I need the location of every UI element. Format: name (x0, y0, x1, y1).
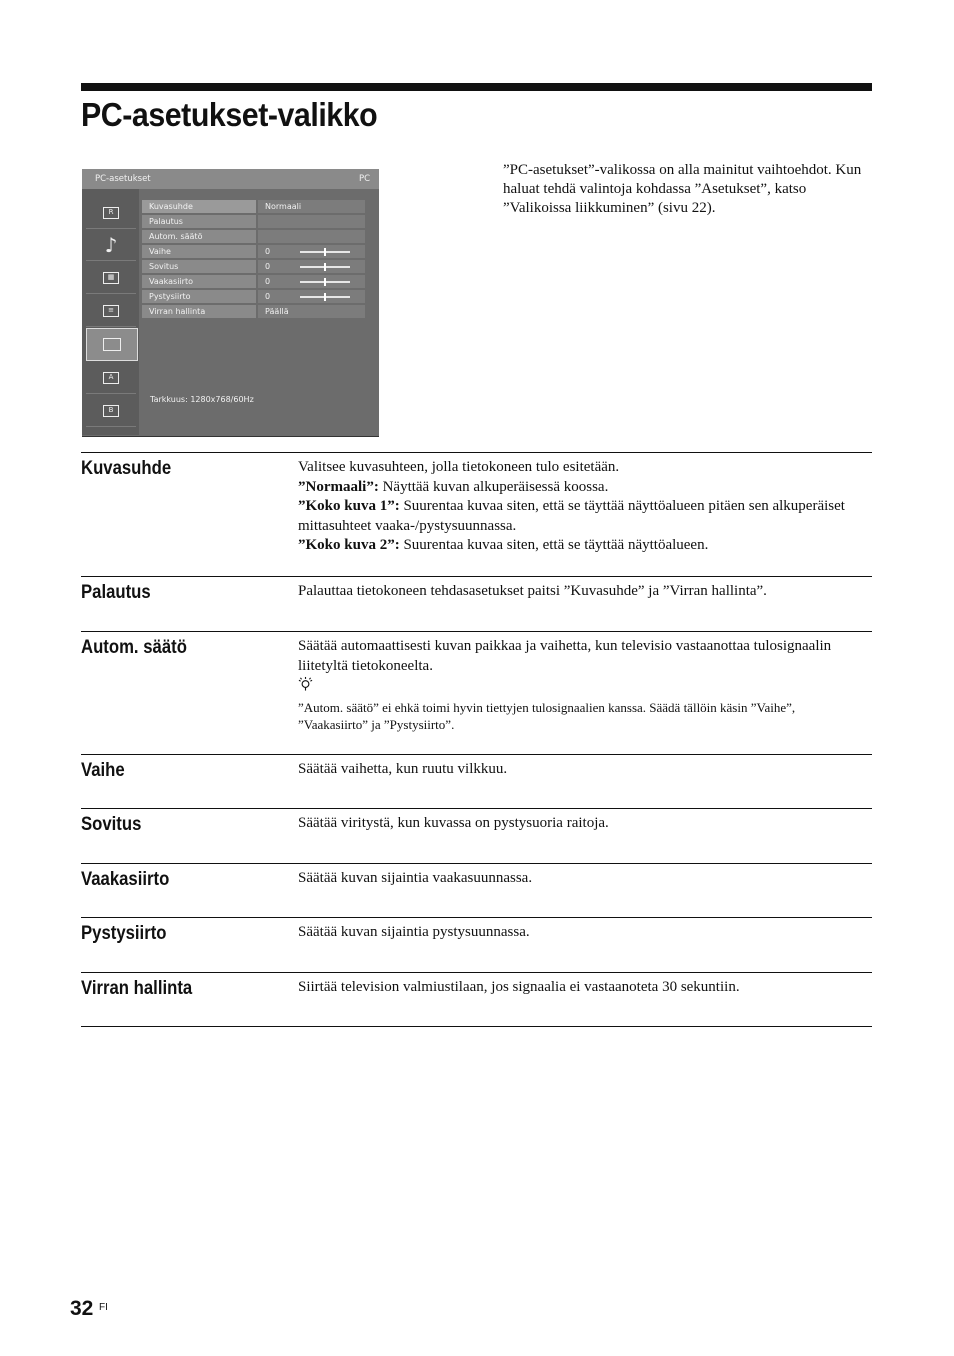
definition-row (81, 917, 872, 973)
top-rule (81, 83, 872, 91)
definition-desc: Säätää kuvan sijaintia pystysuunnassa. (298, 924, 530, 940)
definition-term: Sovitus (81, 814, 142, 835)
definition-term: Vaakasiirto (81, 869, 170, 890)
osd-row (142, 305, 366, 320)
grid-settings-icon: ▦ (86, 262, 136, 294)
osd-row (142, 245, 366, 260)
tip-note: ”Autom. säätö” ei ehkä toimi hyvin tiettyjen tulosignaalien kanssa. Säädä tällöin käsin ”Vaihe”, ”Vaakasiirto” ja ”Pystysiirto”. (298, 699, 796, 732)
definition-row (81, 808, 872, 864)
definition-row (81, 754, 872, 809)
osd-row-label: Autom. säätö (142, 230, 256, 243)
option-label: ”Koko kuva 1”: (298, 498, 400, 514)
osd-slider-knob (324, 293, 326, 301)
osd-slider-knob (324, 278, 326, 286)
osd-row-value: 0 (258, 260, 365, 273)
pc-monitor-icon (86, 328, 138, 361)
osd-row-label: Palautus (142, 215, 256, 228)
page-language: FI (99, 1302, 108, 1313)
option-text: Suurentaa kuvaa siten, että se täyttää näyttöalueen. (399, 537, 709, 553)
option-text: Näyttää kuvan alkuperäisessä koossa. (378, 478, 609, 495)
definition-desc: Säätää vaihetta, kun ruutu vilkkuu. (298, 761, 508, 777)
tv-b-icon: B (86, 395, 136, 427)
desc-line: Säätää automaattisesti kuvan paikkaa ja vaihetta, kun televisio vastaanottaa tulosignaalin liitetyltä tietokoneelta. (298, 638, 832, 674)
osd-row-label: Kuvasuhde (142, 200, 256, 213)
osd-row-value: 0 (258, 290, 365, 303)
osd-header (82, 169, 379, 189)
desc-line (298, 478, 868, 498)
osd-slider (300, 251, 350, 253)
option-label: ”Normaali”: (298, 478, 379, 495)
definition-row (81, 972, 872, 1027)
definition-row (81, 576, 872, 632)
list-settings-icon: ≡ (86, 295, 136, 327)
desc-line (298, 536, 868, 556)
picture-icon: R (86, 197, 136, 229)
osd-row-value: 0 (258, 275, 365, 288)
definition-desc (298, 458, 868, 556)
tv-a-icon: A (86, 362, 136, 394)
definition-term: Pystysiirto (81, 923, 167, 944)
definition-desc: Palauttaa tietokoneen tehdasasetukset paitsi ”Kuvasuhde” ja ”Virran hallinta”. (298, 583, 767, 599)
definition-desc: Säätää viritystä, kun kuvassa on pystysuoria raitoja. (298, 815, 609, 831)
osd-sidebar (82, 189, 139, 435)
desc-line (298, 497, 868, 536)
definition-term: Kuvasuhde (81, 458, 172, 479)
osd-row (142, 260, 366, 275)
osd-row-label: Virran hallinta (142, 305, 256, 318)
osd-source: PC (358, 174, 370, 184)
osd-row-label: Pystysiirto (142, 290, 256, 303)
osd-row (142, 275, 366, 290)
osd-row-value (258, 215, 365, 228)
music-note-icon: ♪ (86, 229, 136, 261)
option-label: ”Koko kuva 2”: (298, 537, 400, 553)
bottom-rule (81, 1026, 872, 1027)
osd-title: PC-asetukset (95, 174, 151, 184)
osd-row-value: 0 (258, 245, 365, 258)
osd-menu-screenshot (82, 169, 379, 437)
osd-row (142, 290, 366, 305)
definition-term: Vaihe (81, 760, 125, 781)
definition-desc: Siirtää television valmiustilaan, jos signaalia ei vastaanoteta 30 sekuntiin. (298, 979, 740, 995)
definition-desc: Säätää kuvan sijaintia vaakasuunnassa. (298, 870, 533, 886)
osd-row-value (258, 230, 365, 243)
osd-row-value: Päällä (258, 305, 365, 318)
definition-desc (298, 637, 868, 733)
osd-row-label: Sovitus (142, 260, 256, 273)
osd-resolution: Tarkkuus: 1280x768/60Hz (150, 395, 254, 404)
intro-text: ”PC-asetukset”-valikossa on alla mainitut vaihtoehdot. Kun haluat tehdä valintoja kohdassa ”Asetukset”, katso ”Valikoissa liikkuminen” (sivu 22). (503, 162, 862, 216)
osd-row-label: Vaihe (142, 245, 256, 258)
option-text: Suurentaa kuvaa siten, että se täyttää näyttöalueen pitäen sen alkuperäiset mittasuhteet vaaka-/pystysuunnassa. (298, 498, 845, 534)
osd-slider-knob (324, 248, 326, 256)
osd-row-label: Vaakasiirto (142, 275, 256, 288)
osd-row (142, 215, 366, 230)
definition-term: Autom. säätö (81, 637, 187, 658)
osd-row (142, 200, 366, 215)
osd-slider (300, 296, 350, 298)
osd-slider (300, 281, 350, 283)
osd-row (142, 230, 366, 245)
lightbulb-tip-icon (298, 676, 313, 692)
desc-line: Valitsee kuvasuhteen, jolla tietokoneen tulo esitetään. (298, 459, 620, 475)
definition-term: Palautus (81, 582, 151, 603)
definition-row (81, 452, 872, 577)
page-title: PC-asetukset-valikko (81, 96, 378, 133)
osd-slider-knob (324, 263, 326, 271)
definition-row (81, 631, 872, 755)
definition-term: Virran hallinta (81, 978, 193, 999)
page-number: 32 (70, 1297, 94, 1320)
osd-row-value: Normaali (258, 200, 365, 213)
osd-slider (300, 266, 350, 268)
definition-row (81, 863, 872, 918)
